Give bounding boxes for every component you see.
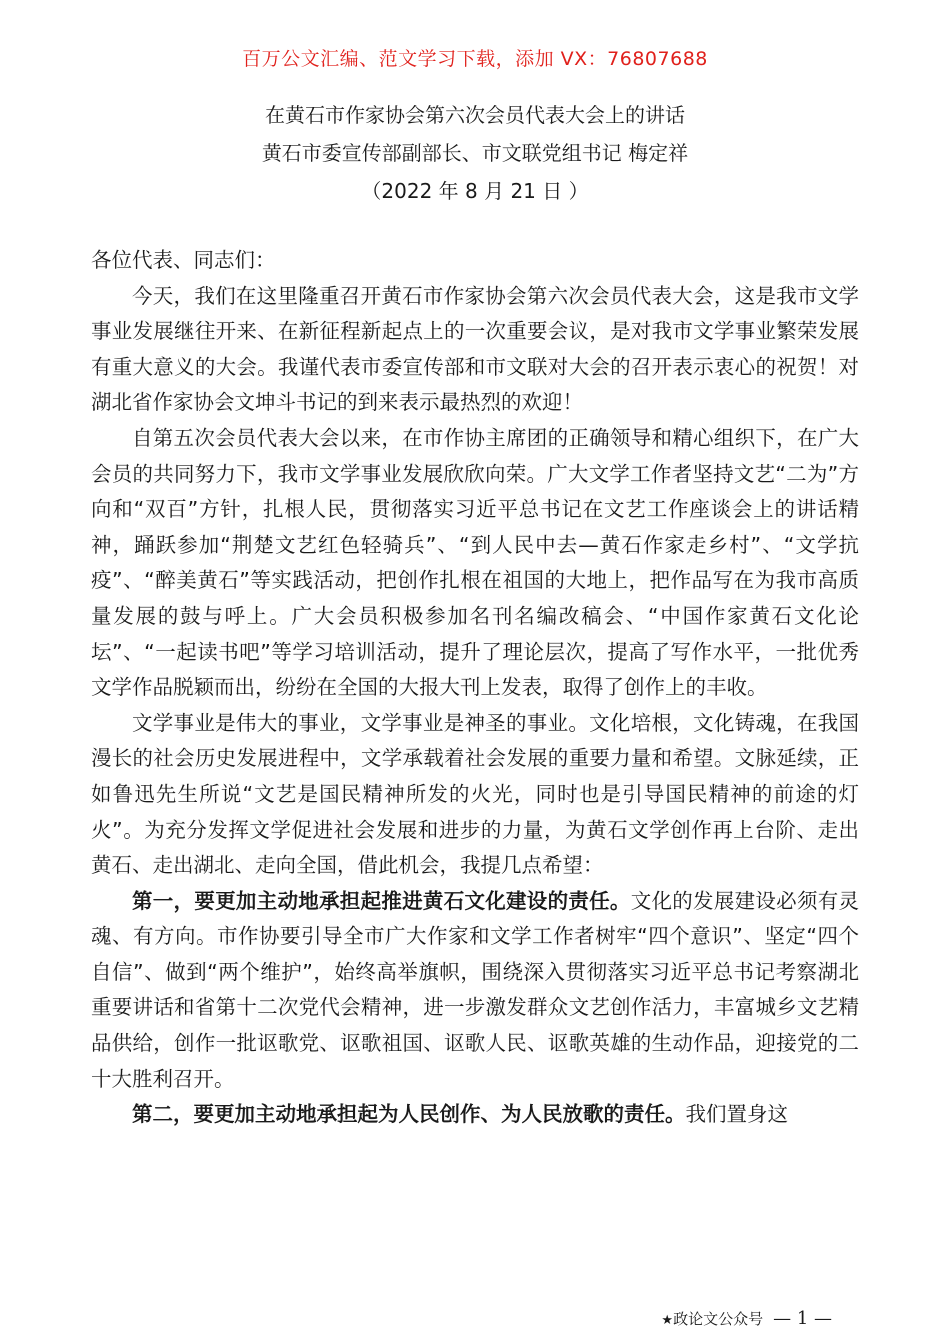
speaker-line: 黄石市委宣传部副部长、市文联党组书记 梅定祥 — [261, 141, 689, 165]
footer-label: 政论文公众号 — [673, 1310, 764, 1328]
paragraph-3: 文学事业是伟大的事业，文学事业是神圣的事业。文化培根，文化铸魂，在我国漫长的社会历史发展进程中，文学承载着社会发展的重要力量和希望。文脉延续，正如鲁迅先生所说“文艺是国民精神所发的火光，同时也是引导国民精神的前途的灯火”。为充分发挥文学促进社会发展和进步的力量，为黄石文学创作再上台阶、走出黄石、走出湖北、走向全国，借此机会，我提几点希望： — [91, 710, 859, 878]
speech-body — [91, 243, 859, 1133]
page-footer — [661, 1308, 832, 1329]
star-icon: ★ — [661, 1313, 674, 1328]
page-number: — 1 — — [773, 1308, 832, 1329]
paragraph-5-heading: 第二，要更加主动地承担起为人民创作、为人民放歌的责任。 — [132, 1102, 686, 1127]
paragraph-4-heading: 第一，要更加主动地承担起推进黄石文化建设的责任。 — [132, 888, 631, 913]
paragraph-4-text: 文化的发展建设必须有灵魂、有方向。市作协要引导全市广大作家和文学工作者树牢“四个意识”、坚定“四个自信”、做到“两个维护”，始终高举旗帜，围绕深入贯彻落实习近平总书记考察湖北重要讲话和省第十二次党代会精神，进一步激发群众文艺创作活力，丰富城乡文艺精品供给，创作一批讴歌党、讴歌祖国、讴歌人民、讴歌英雄的生动作品，迎接党的二十大胜利召开。 — [91, 888, 860, 1091]
paragraph-5 — [91, 1097, 859, 1133]
speech-date: （2022 年 8 月 21 日 ） — [361, 179, 589, 203]
paragraph-1: 今天，我们在这里隆重召开黄石市作家协会第六次会员代表大会，这是我市文学事业发展继往开来、在新征程新起点上的一次重要会议，是对我市文学事业繁荣发展有重大意义的大会。我谨代表市委宣传部和市文联对大会的召开表示衷心的祝贺！对湖北省作家协会文坤斗书记的到来表示最热烈的欢迎！ — [91, 283, 859, 415]
speech-title: 在黄石市作家协会第六次会员代表大会上的讲话 — [265, 103, 685, 127]
promo-banner: 百万公文汇编、范文学习下载，添加 VX：76807688 — [242, 48, 708, 70]
paragraph-4 — [91, 884, 859, 1098]
paragraph-2: 自第五次会员代表大会以来，在市作协主席团的正确领导和精心组织下，在广大会员的共同努力下，我市文学事业发展欣欣向荣。广大文学工作者坚持文艺“二为”方向和“双百”方针，扎根人民，贯彻落实习近平总书记在文艺工作座谈会上的讲话精神，踊跃参加“荆楚文艺红色轻骑兵”、“到人民中去—黄石作家走乡村”、“文学抗疫”、“醉美黄石”等实践活动，把创作扎根在祖国的大地上，把作品写在为我市高质量发展的鼓与呼上。广大会员积极参加名刊名编改稿会、“中国作家黄石文化论坛”、“一起读书吧”等学习培训活动，提升了理论层次，提高了写作水平，一批优秀文学作品脱颖而出，纷纷在全国的大报大刊上发表，取得了创作上的丰收。 — [91, 425, 859, 700]
paragraph-5-text: 我们置身这 — [685, 1102, 788, 1127]
salutation: 各位代表、同志们： — [91, 248, 276, 272]
title-block — [0, 96, 950, 210]
